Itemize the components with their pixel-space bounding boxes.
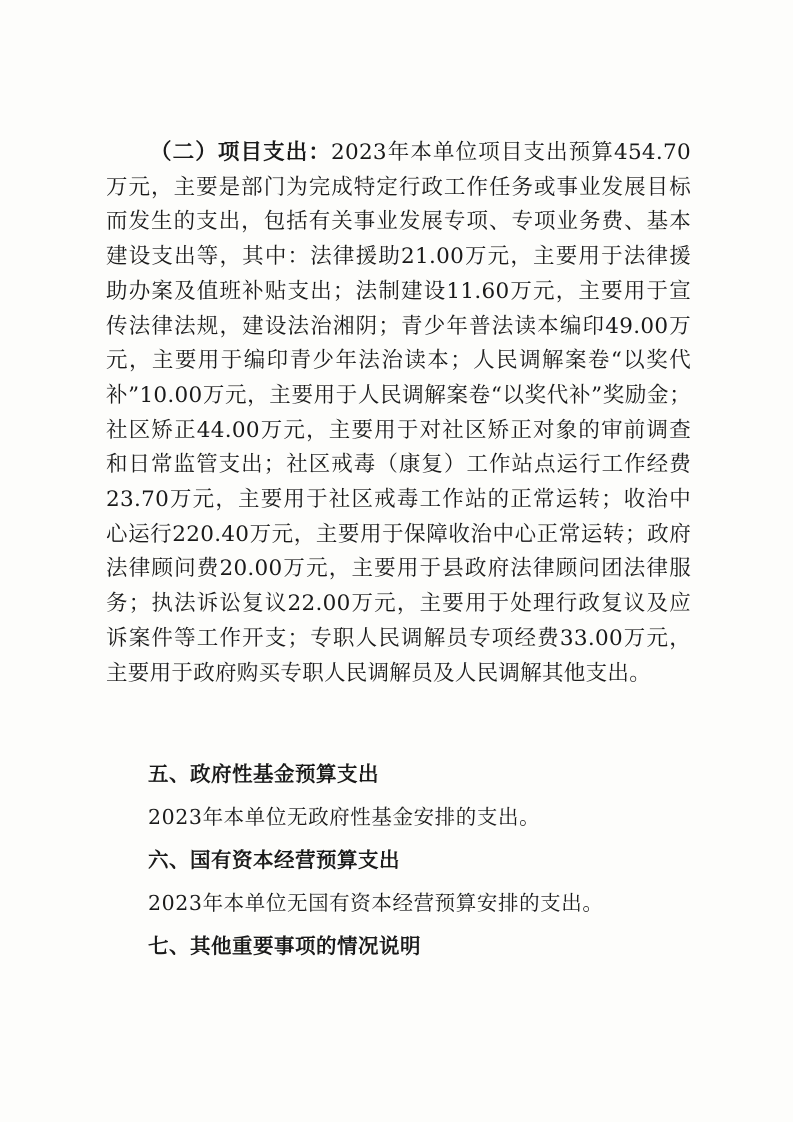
section-5-body: 2023年本单位无政府性基金安排的支出。 (148, 805, 541, 829)
section-6-body: 2023年本单位无国有资本经营预算安排的支出。 (148, 891, 604, 915)
section-7-heading: 七、其他重要事项的情况说明 (148, 934, 421, 958)
project-expenditure-paragraph (106, 136, 691, 691)
project-expenditure-lead: （二）项目支出： (150, 140, 331, 165)
project-expenditure-body: 2023年本单位项目支出预算454.70万元，主要是部门为完成特定行政工作任务或事业发展目标而发生的支出，包括有关事业发展专项、专项业务费、基本建设支出等，其中：法律援助21.00万元，主要用于法律援助办案及值班补贴支出；法制建设11.60万元，主要用于宣传法律法规，建设法治湘阴；青少年普法读本编印49.00万元，主要用于编印青少年法治读本；人民调解案卷“以奖代补”10.00万元，主要用于人民调解案卷“以奖代补”奖励金；社区矫正44.00万元，主要用于对社区矫正对象的审前调查和日常监管支出；社区戒毒（康复）工作站点运行工作经费23.70万元，主要用于社区戒毒工作站的正常运转；收治中心运行220.40万元，主要用于保障收治中心正常运转；政府法律顾问费20.00万元，主要用于县政府法律顾问团法律服务；执法诉讼复议22.00万元，主要用于处理行政复议及应诉案件等工作开支；专职人民调解员专项经费33.00万元，主要用于政府购买专职人民调解员及人民调解其他支出。 (106, 140, 692, 686)
section-5-heading: 五、政府性基金预算支出 (148, 762, 379, 786)
section-6-heading: 六、国有资本经营预算支出 (148, 848, 400, 872)
